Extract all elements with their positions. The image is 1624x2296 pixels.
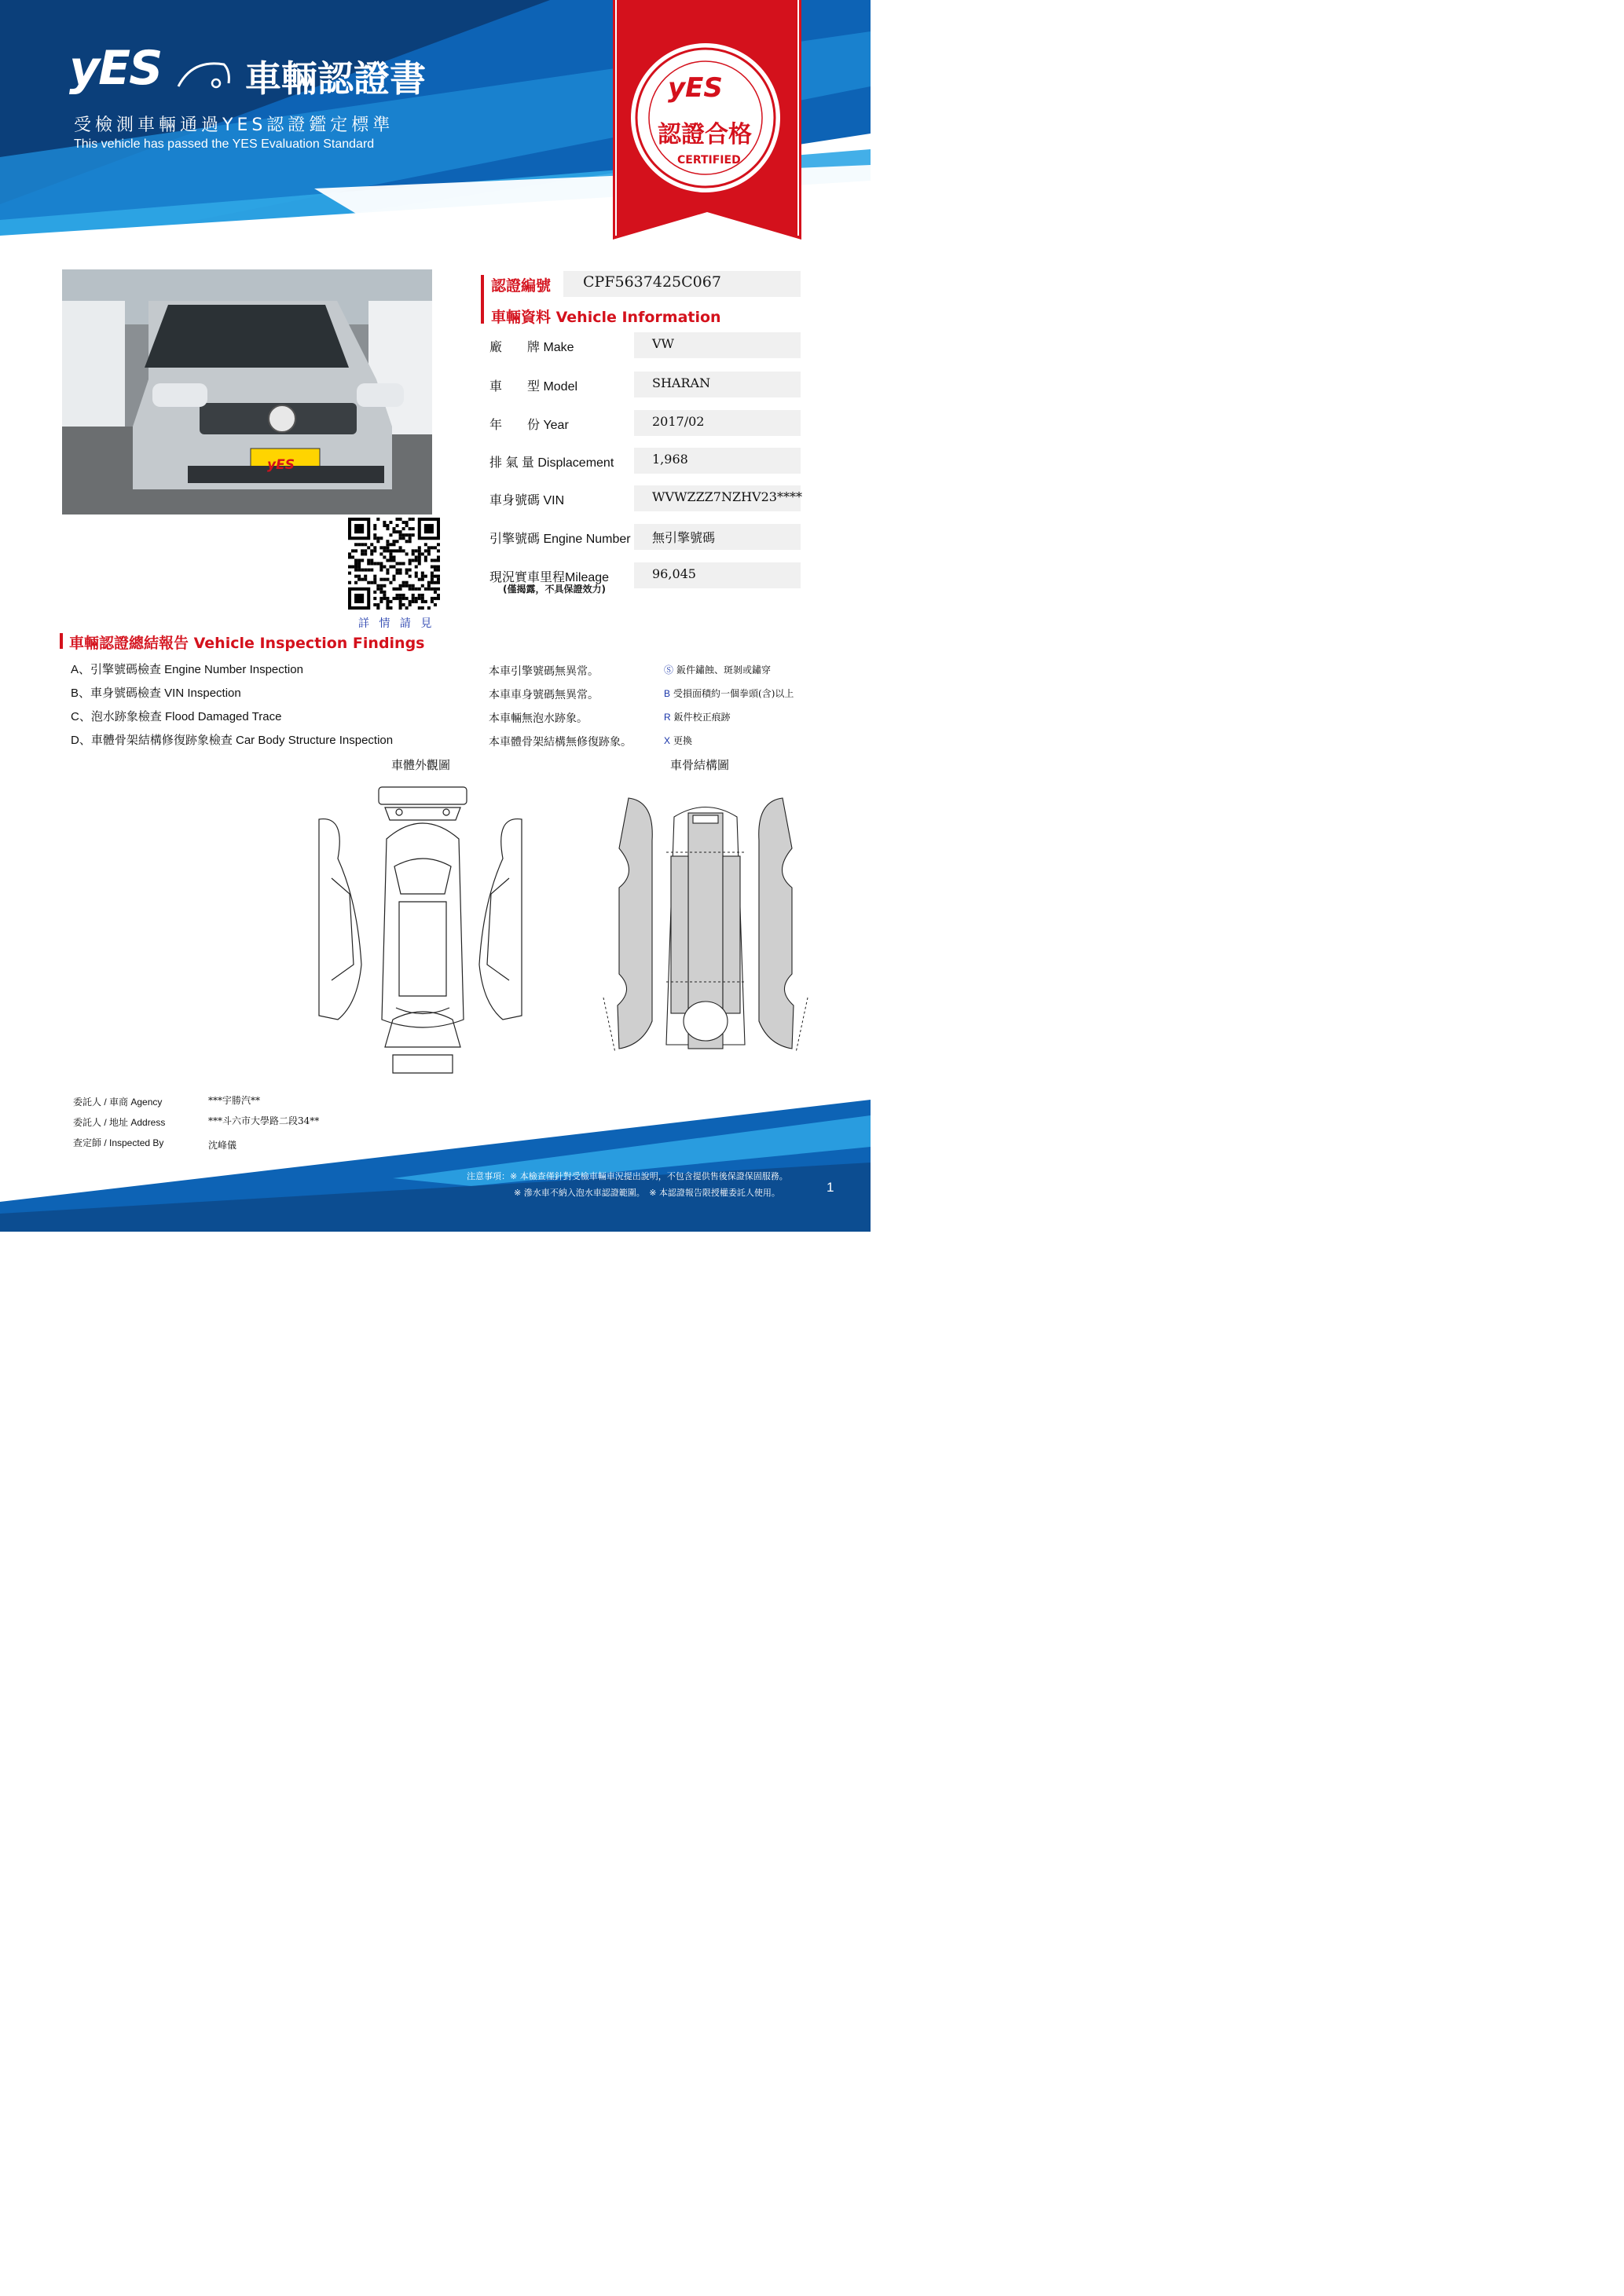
- info-label: 廠 牌 Make: [489, 341, 574, 354]
- legend-symbol: B: [664, 688, 671, 699]
- footer-value: 沈峰儀: [208, 1140, 237, 1151]
- exterior-diagram-label: 車體外觀圖: [391, 758, 451, 772]
- info-value: 無引擎號碼: [652, 530, 716, 545]
- info-label: 現況實車里程Mileage: [489, 571, 610, 584]
- legend-text: 更換: [673, 735, 693, 746]
- frame-diagram: [596, 793, 816, 1060]
- exterior-diagram: [314, 784, 526, 1075]
- legend-symbol: Ⓢ: [664, 665, 674, 676]
- subtitle-chinese: 受檢測車輛通過YES認證鑑定標準: [74, 115, 394, 135]
- legend-text: 鈑件鏽蝕、斑剝或鏽穿: [676, 665, 772, 676]
- plate-logo: yES: [267, 457, 295, 473]
- footer-label: 委託人 / 車商 Agency: [73, 1097, 163, 1108]
- findings-bar: [60, 633, 63, 649]
- info-label: 年 份 Year: [489, 419, 569, 432]
- finding-label: D、車體骨架結構修復跡象檢查 Car Body Structure Inspection: [71, 734, 394, 747]
- info-label: 車 型 Model: [489, 380, 578, 394]
- footer-label: 委託人 / 地址 Address: [73, 1117, 166, 1128]
- seal-certified-text: CERTIFIED: [677, 154, 741, 167]
- legend-symbol: R: [664, 712, 671, 723]
- page-title: 車輛認證書: [245, 57, 426, 100]
- cert-bar: [481, 275, 484, 324]
- footer-value: ***斗六市大學路二段34**: [208, 1115, 320, 1126]
- mileage-note: (僅揭露，不具保證效力): [503, 584, 606, 595]
- frame-diagram-label: 車骨結構圖: [670, 758, 730, 772]
- vehicle-info-heading: 車輛資料 Vehicle Information: [491, 309, 721, 326]
- legend-item: [664, 710, 731, 723]
- info-label: 引擎號碼 Engine Number: [489, 533, 631, 546]
- info-label: 車身號碼 VIN: [489, 494, 565, 507]
- finding-result: 本車引擎號碼無異常。: [489, 665, 599, 678]
- qr-caption[interactable]: 詳 情 請 見: [358, 617, 435, 630]
- yes-logo: yES: [69, 41, 162, 96]
- vehicle-photo: [62, 269, 432, 514]
- legend-item: [664, 687, 794, 700]
- info-value: 2017/02: [652, 414, 705, 429]
- finding-result: 本車輛無泡水跡象。: [489, 712, 588, 725]
- page-number: 1: [827, 1180, 834, 1195]
- seal-main-text: 認證合格: [658, 121, 752, 148]
- info-value: WVWZZZ7NZHV23****: [652, 489, 802, 504]
- seal-logo: yES: [668, 72, 723, 104]
- note-line-1: 注意事項：※ 本檢查僅針對受檢車輛車況提出說明，不包含提供售後保證保固服務。: [467, 1171, 788, 1181]
- qr-code[interactable]: [348, 518, 440, 610]
- subtitle-english: This vehicle has passed the YES Evaluation Standard: [74, 137, 375, 151]
- legend-item: [664, 663, 771, 676]
- finding-label: C、泡水跡象檢查 Flood Damaged Trace: [71, 710, 282, 723]
- legend-text: 受損面積約一個拳頭(含)以上: [673, 688, 794, 699]
- cert-number-value: CPF5637425C067: [583, 273, 721, 291]
- info-value: 96,045: [652, 566, 696, 581]
- info-label: 排 氣 量 Displacement: [489, 456, 614, 470]
- info-value: VW: [652, 336, 674, 351]
- finding-result: 本車車身號碼無異常。: [489, 689, 599, 701]
- legend-text: 鈑件校正痕跡: [673, 712, 731, 723]
- info-value: SHARAN: [652, 375, 711, 390]
- finding-result: 本車體骨架結構無修復跡象。: [489, 736, 632, 749]
- note-line-2: ※ 滲水車不納入泡水車認證範圍。 ※ 本認證報告限授權委託人使用。: [514, 1188, 780, 1198]
- logo-car-swoosh-icon: [177, 55, 232, 90]
- legend-item: [664, 734, 692, 747]
- footer-label: 查定師 / Inspected By: [73, 1137, 164, 1148]
- finding-label: A、引擎號碼檢查 Engine Number Inspection: [71, 663, 303, 676]
- finding-label: B、車身號碼檢查 VIN Inspection: [71, 687, 241, 700]
- info-value: 1,968: [652, 452, 688, 467]
- cert-number-label: 認證編號: [491, 277, 552, 295]
- footer-value: ***宇勝汽**: [208, 1095, 261, 1106]
- findings-heading: 車輛認證總結報告 Vehicle Inspection Findings: [69, 635, 425, 652]
- legend-symbol: X: [664, 735, 671, 746]
